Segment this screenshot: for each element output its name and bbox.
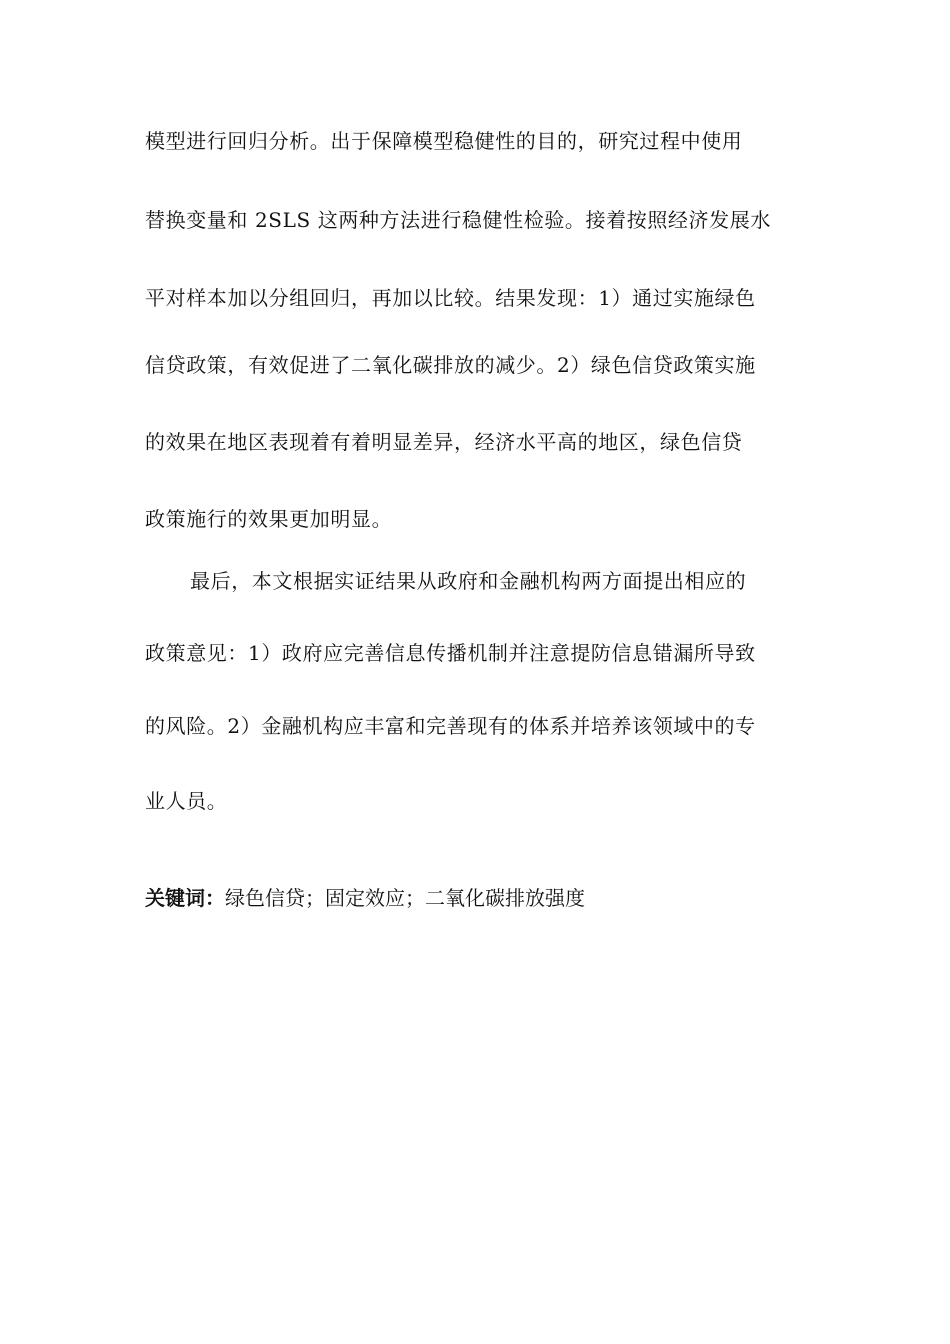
- text-line: 政策施行的效果更加明显。: [145, 507, 393, 531]
- text-line: 最后，本文根据实证结果从政府和金融机构两方面提出相应的: [190, 569, 747, 593]
- text-line: 业人员。: [145, 789, 228, 813]
- text-line: 平对样本加以分组回归，再加以比较。结果发现：1）通过实施绿色: [145, 286, 756, 310]
- keywords-label: 关键词：: [145, 886, 225, 910]
- text-line: 的风险。2）金融机构应丰富和完善现有的体系并培养该领域中的专: [145, 714, 756, 738]
- text-line: 模型进行回归分析。出于保障模型稳健性的目的，研究过程中使用: [145, 129, 743, 153]
- text-line: 替换变量和 2SLS 这两种方法进行稳健性检验。接着按照经济发展水: [145, 208, 771, 232]
- keywords-text: 绿色信贷；固定效应；二氧化碳排放强度: [225, 886, 585, 910]
- text-line: 政策意见：1）政府应完善信息传播机制并注意提防信息错漏所导致: [145, 641, 756, 665]
- keywords-line: [145, 885, 585, 911]
- text-line: 信贷政策，有效促进了二氧化碳排放的减少。2）绿色信贷政策实施: [145, 353, 756, 377]
- text-line: 的效果在地区表现着有着明显差异，经济水平高的地区，绿色信贷: [145, 430, 743, 454]
